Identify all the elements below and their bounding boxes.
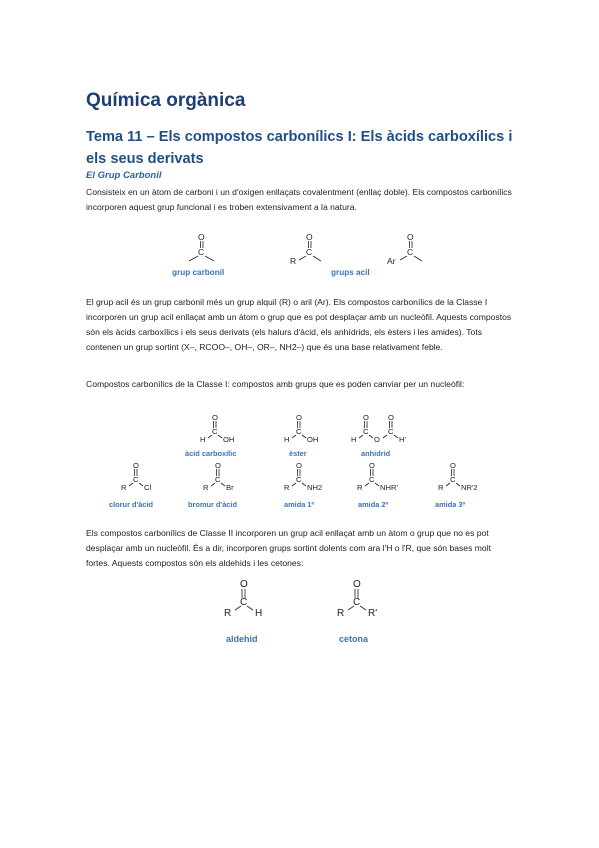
atom-carbon: C [296, 475, 302, 484]
atom-oxygen: O [369, 461, 375, 470]
atom-carbon: C [296, 427, 302, 436]
atom-oxygen: O [306, 232, 313, 242]
paragraph-acyl: El grup acil és un grup carbonil més un grup alquil (R) o aril (Ar). Els compostos carbonílics de la Classe I incorporen un grup acil enllaçat amb un àtom o grup que es pot desplaçar amb un nucleòfil. Aquests compostos són els àcids carboxílics i els seus derivats (els halurs d'àcid, els anhídrids, els èsters i les amides). Tots contenen un grup sortint (X–, RCOO–, OH–, OR–, NH2–) que és una base relativament feble. [86, 297, 512, 352]
atom-oxygen-bridge: O [374, 435, 380, 444]
atom-r: R [438, 483, 444, 492]
label-bromur-acid: bromur d'àcid [188, 500, 237, 509]
atom-carbon: C [388, 427, 394, 436]
atom-oxygen: O [296, 413, 302, 422]
atom-carbon: C [353, 597, 361, 608]
atom-oxygen: O [240, 579, 248, 590]
label-grup-carbonil: grup carbonil [172, 268, 225, 277]
atom-oxygen: O [215, 461, 221, 470]
label-amida-3: amida 3º [435, 500, 466, 509]
atom-hydrogen: H [284, 435, 290, 444]
atom-r: R [203, 483, 209, 492]
label-amida-2: amida 2º [358, 500, 389, 509]
atom-carbon: C [363, 427, 369, 436]
paragraph-class2: Els compostos carbonílics de Classe II incorporen un grup acil enllaçat amb un àtom o grup que no es pot desplaçar amb un nucleòfil. És a dir, incorporen grups sortint dolents com ara l'H o l'R, que són bases molt fortes. Aquests compostos són els aldehids i les cetones: [86, 528, 492, 568]
atom-tertiary-amine: NR'2 [461, 483, 478, 492]
label-amida-1: amida 1º [284, 500, 315, 509]
label-acid-carboxilic: àcid carboxílic [185, 449, 237, 458]
atom-r: R [357, 483, 363, 492]
section-heading: El Grup Carbonil [86, 170, 162, 181]
paragraph-intro: Consisteix en un àtom de carboni i un d'oxigen enllaçats covalentment (enllaç doble). Els compostos carbonílics incorporen aquest grup funcional i es troben extensivament a la natura. [86, 187, 512, 212]
atom-r-prime: R' [368, 608, 378, 619]
atom-carbon: C [369, 475, 375, 484]
atom-r: R [337, 608, 345, 619]
atom-carbon: C [212, 427, 218, 436]
label-aldehid: aldehid [226, 634, 258, 644]
atom-carbon: C [133, 475, 139, 484]
atom-carbon: C [306, 247, 313, 257]
label-cetona: cetona [339, 634, 369, 644]
atom-chlorine: Cl [144, 483, 152, 492]
atom-oxygen: O [133, 461, 139, 470]
atom-amine: NH2 [307, 483, 323, 492]
atom-r: R [224, 608, 232, 619]
chapter-subtitle: Tema 11 – Els compostos carbonílics I: Els àcids carboxílics i els seus derivats [86, 129, 513, 167]
atom-r: R [290, 256, 297, 266]
page-title: Química orgànica [86, 90, 246, 111]
atom-oxygen: O [363, 413, 369, 422]
label-ester: èster [289, 449, 307, 458]
atom-carbon: C [407, 247, 414, 257]
atom-r: R [121, 483, 127, 492]
atom-secondary-amine: NHR' [380, 483, 398, 492]
atom-oxygen: O [296, 461, 302, 470]
atom-hydrogen: H [351, 435, 357, 444]
atom-hydrogen-prime: H' [399, 435, 406, 444]
paragraph-class1: Compostos carbonílics de la Classe I: compostos amb grups que es poden canviar per un nucleòfil: [86, 379, 465, 389]
atom-oxygen: O [450, 461, 456, 470]
atom-carbon: C [450, 475, 456, 484]
atom-oxygen: O [353, 579, 361, 590]
atom-hydrogen: H [255, 608, 263, 619]
atom-hydrogen: H [200, 435, 206, 444]
atom-oxygen: O [407, 232, 414, 242]
atom-oxygen: O [198, 232, 205, 242]
atom-carbon: C [215, 475, 221, 484]
label-anhidrid: anhidrid [361, 449, 391, 458]
atom-bromine: Br [226, 483, 234, 492]
atom-ar: Ar [387, 256, 396, 266]
atom-oxygen: O [212, 413, 218, 422]
atom-carbon: C [240, 597, 248, 608]
label-grups-acil: grups acil [331, 268, 370, 277]
atom-r: R [284, 483, 290, 492]
atom-hydroxyl: OH [223, 435, 235, 444]
label-clorur-acid: clorur d'àcid [109, 500, 154, 509]
atom-oxygen: O [388, 413, 394, 422]
atom-carbon: C [198, 247, 205, 257]
atom-hydroxyl: OH [307, 435, 319, 444]
